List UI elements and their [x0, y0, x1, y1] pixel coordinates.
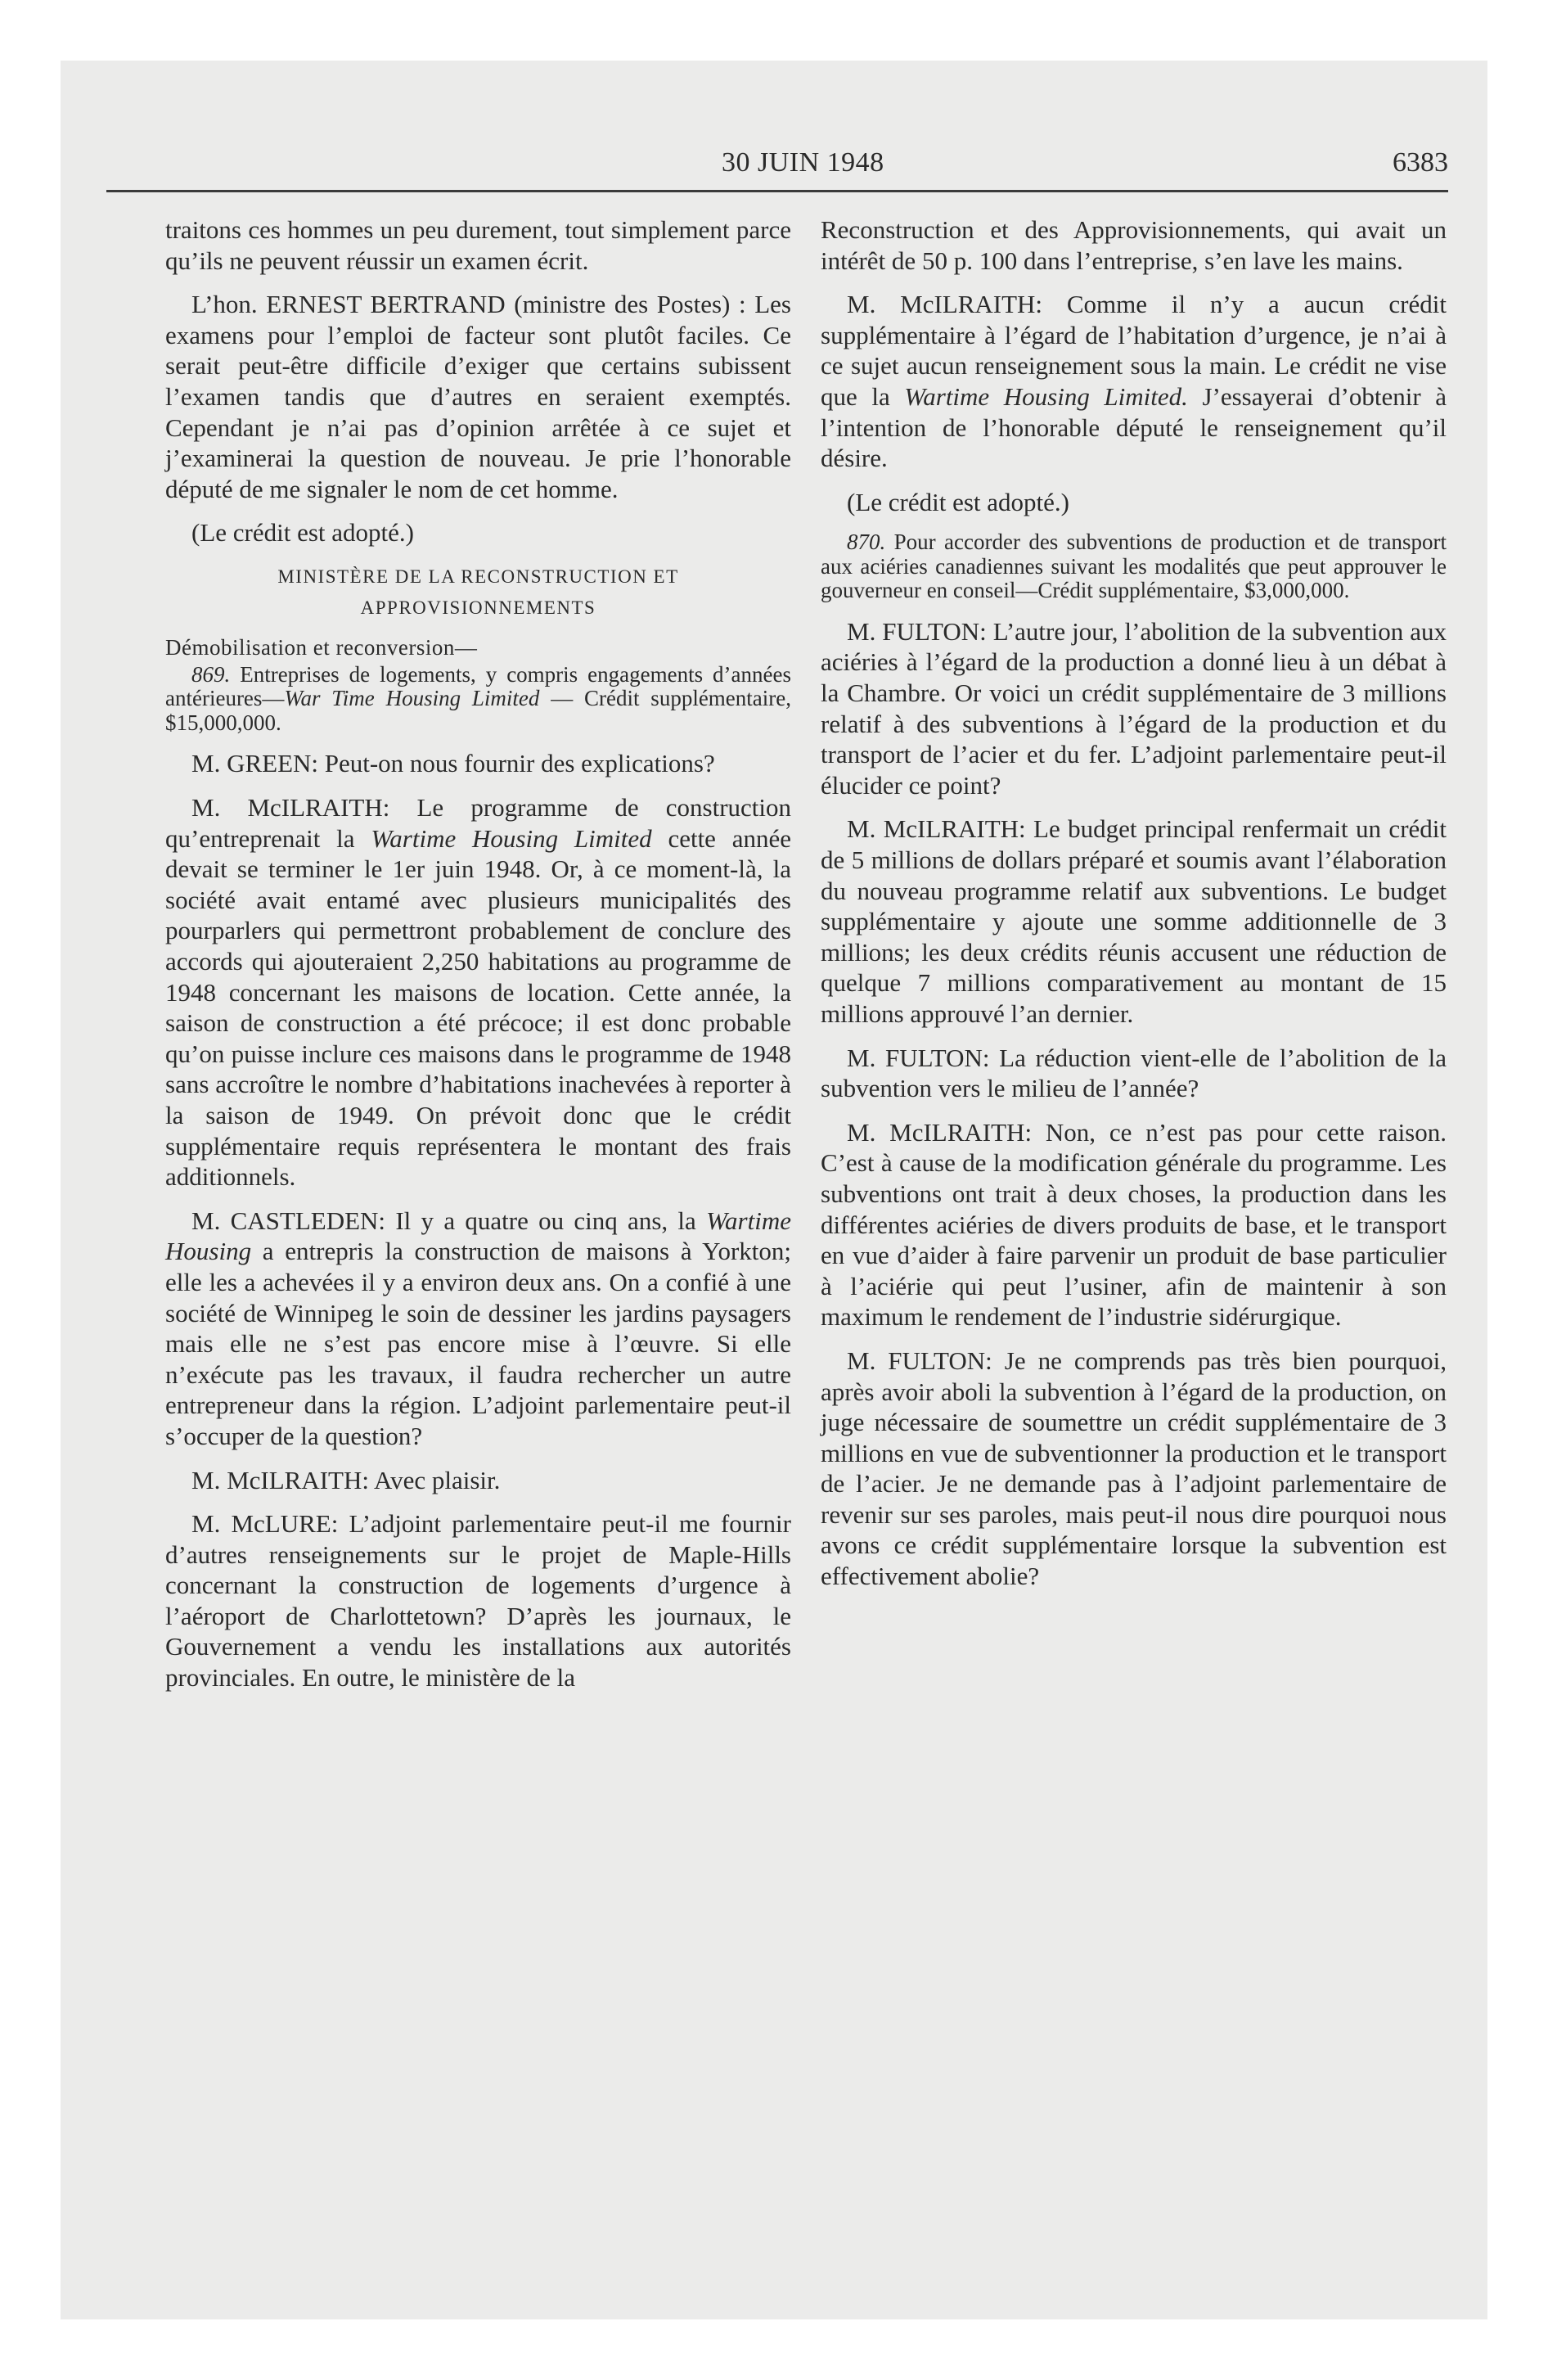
right-column-paragraph-7: M. FULTON: La réduction vient-elle de l’abolition de la subvention vers le milieu de l’année?	[821, 1043, 1447, 1103]
left-column-paragraph-2: L’hon. ERNEST BERTRAND (ministre des Postes) : Les examens pour l’emploi de facteur sont plutôt faciles. Ce serait peut-être difficile d’exiger que certains subissent l’examen tandis que d’autres en seraient exemptés. Cependant je n’ai pas d’opinion arrêtée à ce sujet et j’examinerai la question de nouveau. Je prie l’honorable député de me signaler le nom de cet homme.	[165, 290, 791, 503]
right-column-paragraph-9: M. FULTON: Je ne comprends pas très bien pourquoi, après avoir aboli la subvention à l’égard de la production, on juge nécessaire de soumettre un crédit supplémentaire de 3 millions en vue de subventionner la production et le transport de l’acier. Je ne demande pas à l’adjoint parlementaire de revenir sur ses paroles, mais peut-il nous dire pourquoi nous avons ce crédit supplémentaire lorsque la subvention est effectivement abolie?	[821, 1346, 1447, 1591]
right-column-paragraph-4: 870. Pour accorder des subventions de production et de transport aux aciéries canadiennes suivant les modalités que peut approuver le gouverneur en conseil—Crédit supplémentaire, $3,000,000.	[821, 530, 1447, 603]
left-column-paragraph-4: MINISTÈRE DE LA RECONSTRUCTION ET APPROVISIONNEMENTS	[277, 566, 679, 618]
page-number: 6383	[1393, 147, 1448, 178]
left-column-paragraph-9: M. CASTLEDEN: Il y a quatre ou cinq ans, la Wartime Housing a entrepris la construction de maisons à Yorkton; elle les a achevées il y a environ deux ans. On a confié à une société de Winnipeg le soin de dessiner les jardins paysagers mais elle ne s’est pas encore mise à l’œuvre. Si elle n’exécute pas les travaux, il faudra rechercher un autre entrepreneur dans la région. L’adjoint parlementaire peut-il s’occuper de la question?	[165, 1206, 791, 1450]
left-column-paragraph-7: M. GREEN: Peut-on nous fournir des explications?	[191, 749, 715, 778]
left-column-paragraph-1: traitons ces hommes un peu durement, tout simplement parce qu’ils ne peuvent réussir un examen écrit.	[165, 215, 791, 275]
left-column-paragraph-6: 869. Entreprises de logements, y compris engagements d’années antérieures—War Time Housing Limited — Crédit supplémentaire, $15,000,000.	[165, 661, 791, 735]
header-rule	[106, 190, 1448, 192]
left-column-paragraph-5: Démobilisation et reconversion—	[165, 634, 478, 660]
right-column-paragraph-5: M. FULTON: L’autre jour, l’abolition de la subvention aux aciéries à l’égard de la production a donné lieu à un débat à la Chambre. Or voici un crédit supplémentaire de 3 millions relatif à des subventions à l’égard de la production et du transport de l’acier et du fer. L’adjoint parlementaire peut-il élucider ce point?	[821, 616, 1447, 800]
right-column-paragraph-2: M. McILRAITH: Comme il n’y a aucun crédit supplémentaire à l’égard de l’habitation d’urgence, je n’ai à ce sujet aucun renseignement sous la main. Le crédit ne vise que la Wartime Housing Limited. J’essayerai d’obtenir à l’intention de l’honorable député le renseignement qu’il désire.	[821, 290, 1447, 473]
right-column-paragraph-8: M. McILRAITH: Non, ce n’est pas pour cette raison. C’est à cause de la modification générale du programme. Les subventions ont trait à deux choses, la production dans les différentes aciéries de divers produits de base, et le transport en vue d’aider à faire parvenir un produit de base particulier à l’aciérie qui peut l’usiner, afin de maintenir à son maximum le rendement de l’industrie sidérurgique.	[821, 1117, 1447, 1332]
right-column	[821, 214, 1447, 1605]
right-column-paragraph-1: Reconstruction et des Approvisionnements, qui avait un intérêt de 50 p. 100 dans l’entreprise, s’en lave les mains.	[821, 215, 1447, 275]
right-column-paragraph-6: M. McILRAITH: Le budget principal renfermait un crédit de 5 millions de dollars préparé et soumis avant l’élaboration du nouveau programme relatif aux subventions. Le budget supplémentaire y ajoute une somme additionnelle de 3 millions; les deux crédits réunis accusent une réduction de quelque 7 millions comparativement au montant de 15 millions approuvé l’an dernier.	[821, 814, 1447, 1028]
page-date: 30 JUIN 1948	[722, 147, 884, 178]
right-column-paragraph-3: (Le crédit est adopté.)	[847, 487, 1069, 516]
page-header	[106, 147, 1448, 188]
left-column-paragraph-11: M. McLURE: L’adjoint parlementaire peut-il me fournir d’autres renseignements sur le projet de Maple-Hills concernant la construction de logements d’urgence à l’aéroport de Charlottetown? D’après les journaux, le Gouvernement a vendu les installations aux autorités provinciales. En outre, le ministère de la	[165, 1509, 791, 1693]
left-column	[165, 214, 791, 1706]
left-column-paragraph-8: M. McILRAITH: Le programme de construction qu’entreprenait la Wartime Housing Limited cette année devait se terminer le 1er juin 1948. Or, à ce moment-là, la société avait entamé avec plusieurs municipalités des pourparlers qui permettront probablement de conclure des accords qui ajouteraient 2,250 habitations au programme de 1948 concernant les maisons de location. Cette année, la saison de construction a été précoce; il est donc probable qu’on puisse inclure ces maisons dans le programme de 1948 sans accroître le nombre d’habitations inachevées à reporter à la saison de 1949. On prévoit donc que le crédit supplémentaire requis représentera le montant des frais additionnels.	[165, 793, 792, 1192]
left-column-paragraph-3: (Le crédit est adopté.)	[191, 518, 414, 548]
left-column-paragraph-10: M. McILRAITH: Avec plaisir.	[191, 1465, 501, 1494]
